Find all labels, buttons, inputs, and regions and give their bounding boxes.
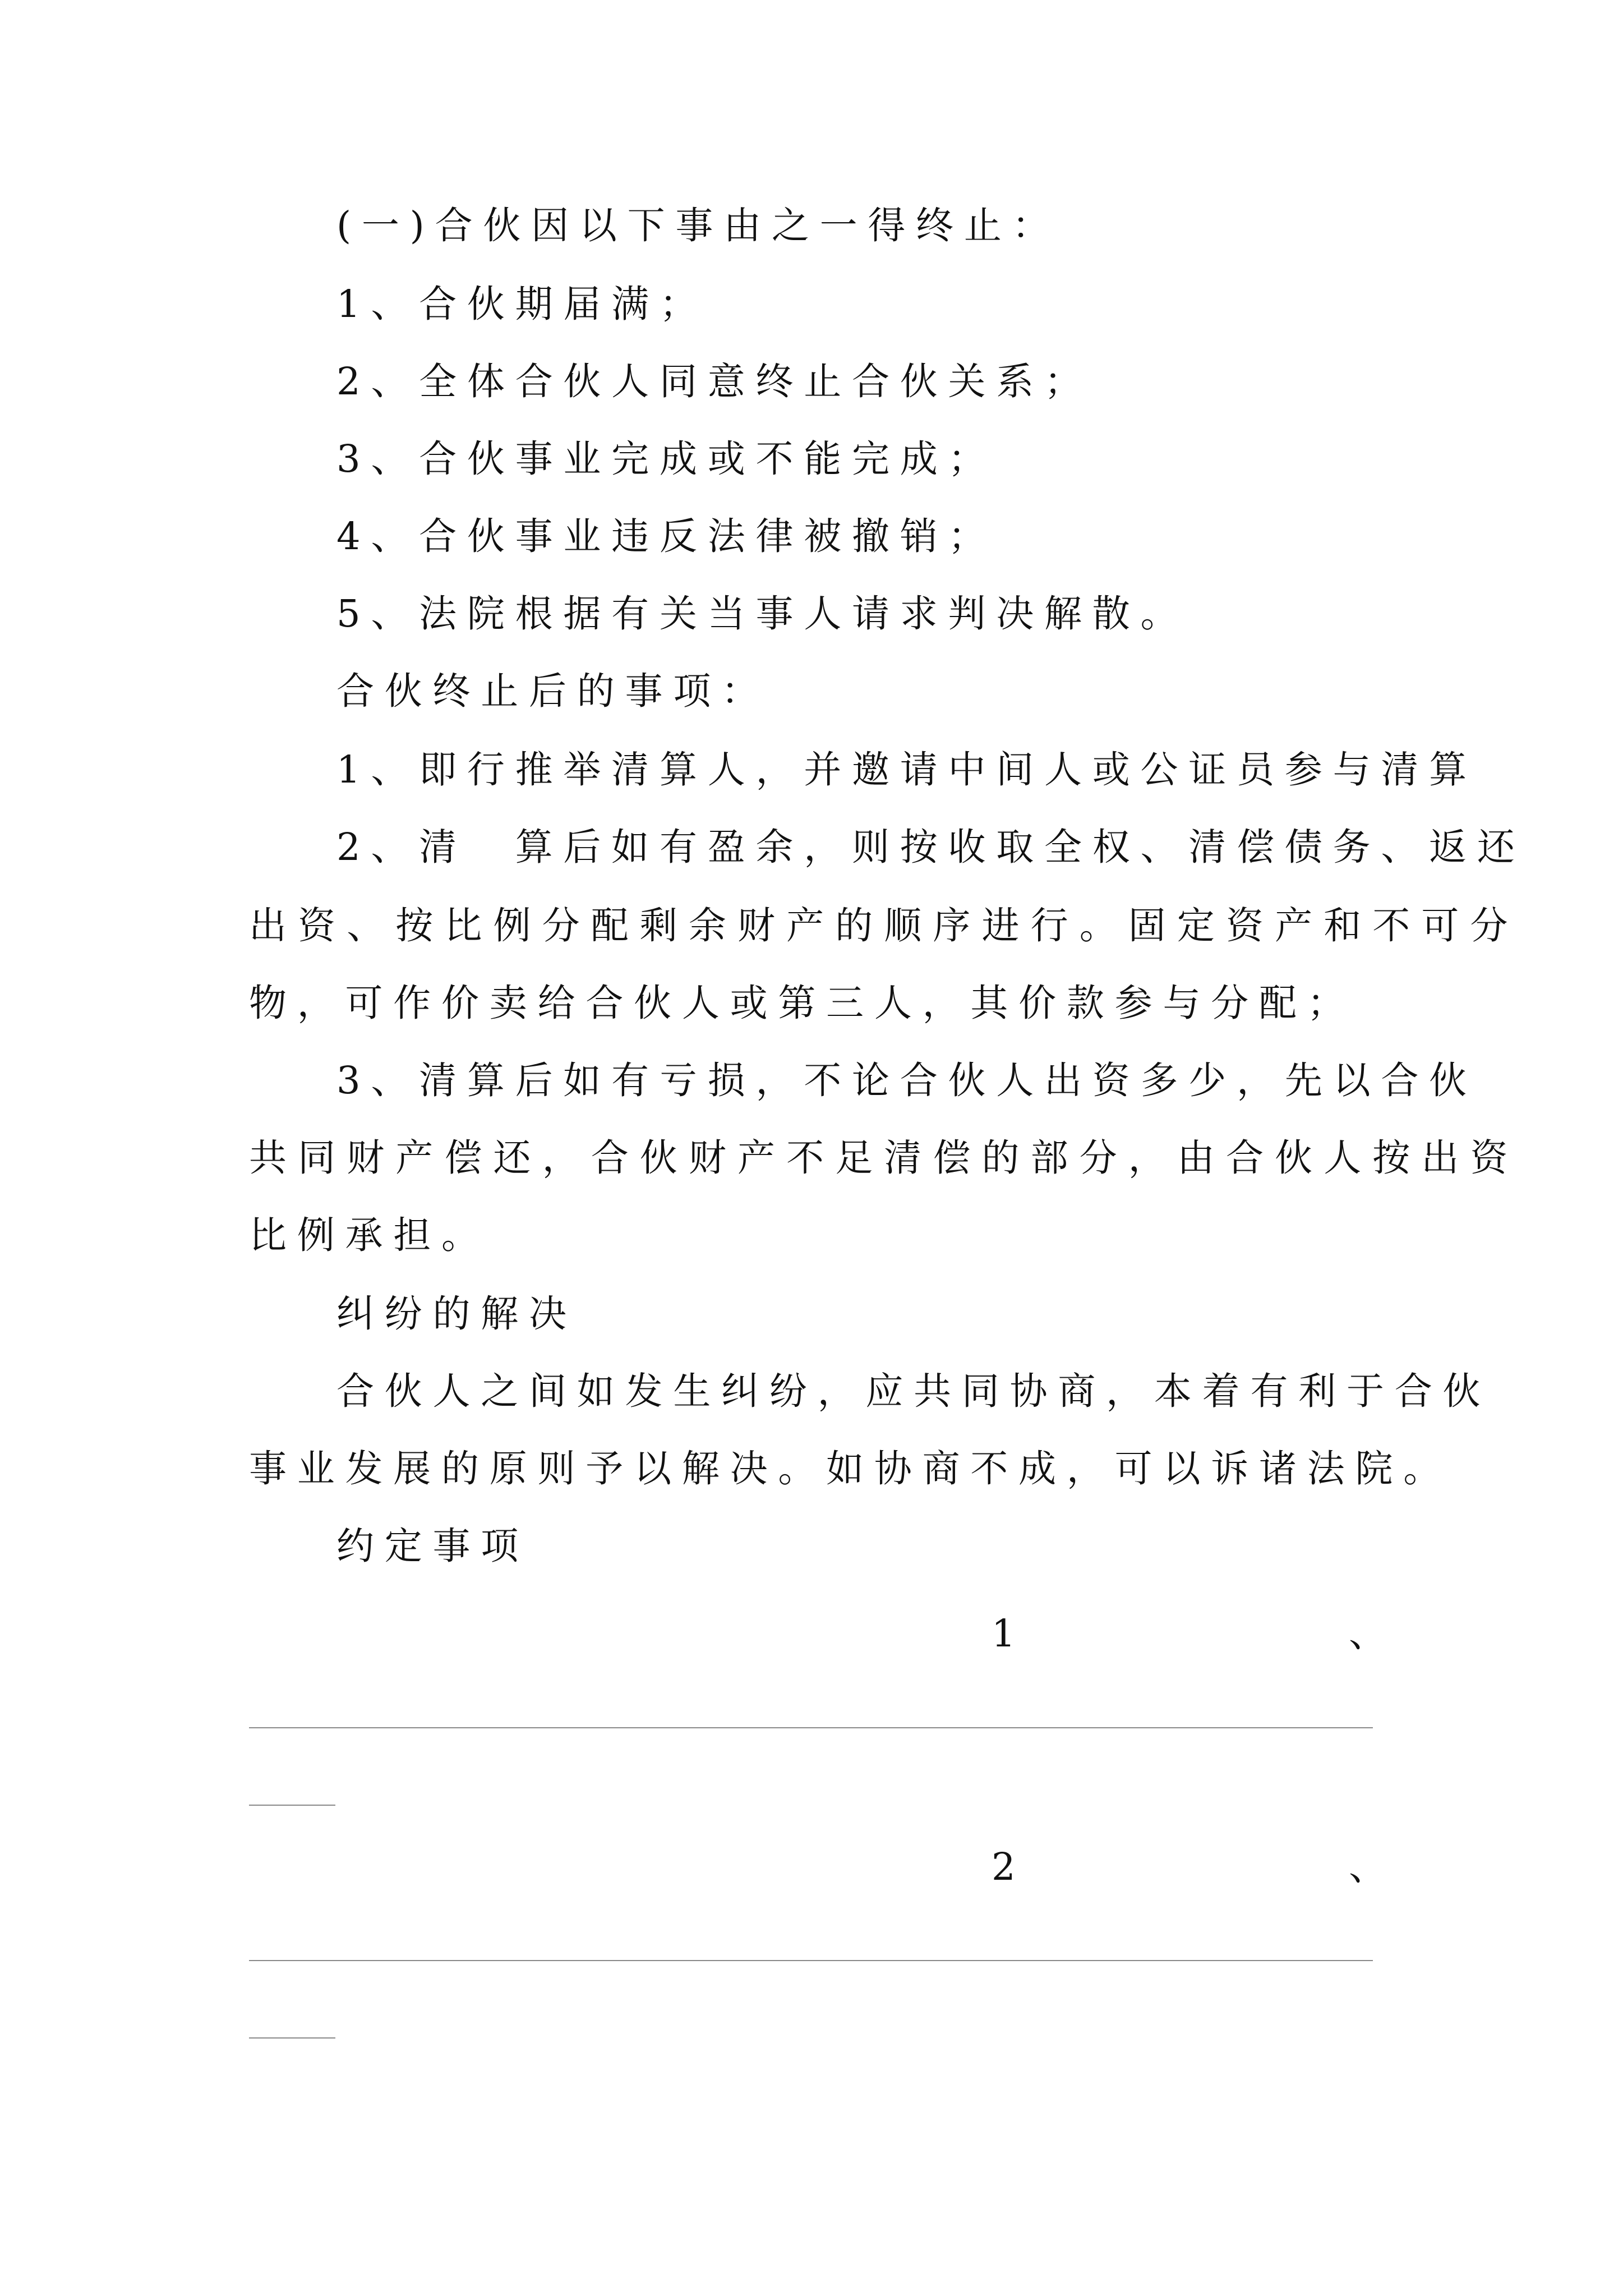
- dissolution-item: 5、法院根据有关当事人请求判决解散。: [336, 592, 1189, 636]
- entry-separator: 、: [1349, 1612, 1386, 1655]
- entry-number: 1: [992, 1612, 1016, 1655]
- after-termination-heading: 合伙终止后的事项：: [336, 669, 769, 713]
- disputes-body-line: 事业发展的原则予以解决。如协商不成，可以诉诸法院。: [249, 1447, 1451, 1490]
- dissolution-heading: (一)合伙因以下事由之一得终止：: [336, 204, 1061, 247]
- after-termination-item: 1、即行推举清算人，并邀请中间人或公证员参与清算: [336, 748, 1477, 792]
- fill-in-line: [249, 1960, 1373, 1961]
- after-termination-item-line: 共同财产偿还，合伙财产不足清偿的部分，由合伙人按出资: [249, 1136, 1519, 1180]
- fill-in-line-end: [249, 1805, 335, 1806]
- dissolution-item: 1、合伙期届满；: [336, 282, 708, 326]
- entry-number: 2: [992, 1845, 1016, 1889]
- agreed-matters-heading: 约定事项: [336, 1524, 529, 1568]
- after-termination-item-line: 2、清 算后如有盈余，则按收取全权、清偿债务、返还: [336, 825, 1525, 869]
- dissolution-item: 4、合伙事业违反法律被撤销；: [336, 514, 997, 558]
- fill-in-line-end: [249, 2037, 335, 2039]
- fill-in-line: [249, 1727, 1373, 1728]
- after-termination-item-line: 出资、按比例分配剩余财产的顺序进行。固定资产和不可分: [249, 904, 1519, 947]
- dissolution-item: 2、全体合伙人同意终止合伙关系；: [336, 360, 1092, 403]
- after-termination-item-line: 3、清算后如有亏损，不论合伙人出资多少，先以合伙: [336, 1059, 1477, 1102]
- entry-separator: 、: [1349, 1845, 1386, 1889]
- disputes-body-line: 合伙人之间如发生纠纷，应共同协商，本着有利于合伙: [336, 1369, 1491, 1413]
- after-termination-item-line: 比例承担。: [249, 1213, 490, 1257]
- disputes-heading: 纠纷的解决: [336, 1292, 577, 1336]
- dissolution-item: 3、合伙事业完成或不能完成；: [336, 437, 997, 481]
- after-termination-item-line: 物，可作价卖给合伙人或第三人，其价款参与分配；: [249, 981, 1355, 1025]
